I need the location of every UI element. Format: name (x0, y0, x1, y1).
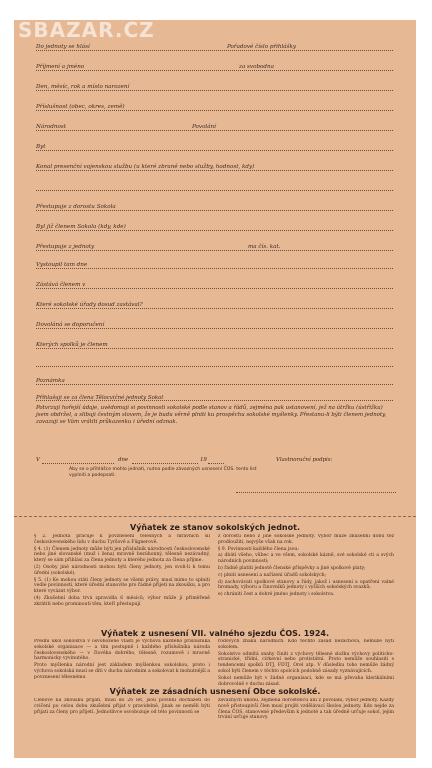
stub-paragraph: závazných úkonů, zejména dorostenců ani z povolání, výbor jednoty. Každý nově přistoupivší člen musí projíti vzdělávací školou jednoty. Kdo nejde za člena ČOS, stanovené především k jednoté a tak úředně určuje sokol, jejím trvání určuje stanovy. (218, 698, 394, 721)
field-label: Do jednoty se hlásí (36, 44, 90, 50)
place-field[interactable] (42, 463, 114, 464)
resolutions-left-column (34, 698, 210, 744)
congress-right-column (218, 639, 394, 686)
form-field-row[interactable] (36, 140, 393, 152)
field-label: Dovoláná se doporučení (36, 322, 105, 328)
stub-paragraph: z dorostu nebo z jiné sokolské jednoty. Výbor může zkušební dobu též prodloužiti, nejvýše však na rok. (218, 534, 394, 545)
form-field-row[interactable] (36, 338, 393, 350)
year-label: 19 (200, 457, 207, 463)
stub-paragraph: c) plniti usnesení a nařízení úřadů sokolských; (218, 572, 327, 578)
stub-heading-statutes: Výňatek ze stanov sokolských jednot. (130, 523, 300, 532)
form-field-row[interactable] (36, 100, 393, 112)
form-field-row[interactable] (36, 60, 393, 72)
dotted-entry-line[interactable] (36, 328, 393, 329)
signature-label: Vlastnoruční podpis: (276, 457, 333, 463)
stub-paragraph: Přední úkol sokolstva v osvobozené vlasti je výchova každého příslušníka sokolské organisace — a tím postupně i každého příslušníka národa československého — v člověka dobrého, tělesně, rozumově i mravně harmonicky vyvinutého. (34, 639, 210, 662)
field-label: Příslušnost (obec, okres, země) (36, 104, 125, 110)
field-label: Zástává členem v (36, 282, 86, 288)
field-label: Příjmení a jméno (36, 64, 85, 70)
congress-left-column (34, 639, 210, 686)
field-label: Národnost (36, 124, 66, 130)
form-field-row[interactable] (36, 80, 393, 92)
stub-paragraph: § 2. Jednota pracuje k povznesení tělesných a mravních sil československého lidu v duchu Tyršově a Fügnerově. (34, 534, 210, 545)
dotted-entry-line[interactable] (36, 50, 393, 51)
form-field-row[interactable] (36, 200, 393, 212)
form-field-row[interactable] (36, 318, 393, 330)
stub-paragraph: Členové na zkoušku přijatí, musí do 26 let, jsou povinni docházeti do cvičení po celou dobu zkušební přijat v pravidelně, jinak se neměli býti přijati za členy pro přijetí. Jednotlivce osvobozuje od této povinnosti se (34, 698, 210, 715)
perforation-line (14, 516, 416, 517)
stub-paragraph: Proto myšlenka národní jest základem myšlenkou sokolskou, proto i výchova sokolská musí se díti v duchu národním a sokolovat k mohutnější a povznesení tělesnému (34, 663, 210, 680)
place-label: V (36, 457, 40, 463)
watermark: SBAZAR.CZ (18, 20, 155, 42)
form-field-row[interactable] (36, 374, 393, 386)
stub-paragraph: § 4. (1) Členem jednoty může býti jen příslušník národnosti československé nebo jiné slovanské (muž i žena) mravně bezúhonný, tělesně nezávadný, který se sám přihlásí za člena jednoty a kterého jednota za člena přijme. (34, 546, 210, 564)
dotted-entry-line[interactable] (36, 230, 393, 231)
dotted-entry-line[interactable] (36, 130, 393, 131)
stub-paragraph: (2) Osoby jiné národnosti mohou býti členy jednoty, jen svolí-li k tomu úřední (sokolské). (34, 564, 210, 576)
dotted-entry-line[interactable] (36, 366, 393, 367)
field-label: Byl již členem Sokola (kdy, kde) (36, 224, 126, 230)
form-field-row[interactable] (36, 180, 393, 192)
stub-heading-resolutions: Výňatek ze zásadních usnesení Obce sokolské. (109, 687, 321, 696)
stub-paragraph: d) zachovávati spolkové stanovy a řády, jakož i usnesení a opatření valné hromady, výboru a činovníků jednoty i vyšších sokolských svazků; (218, 579, 394, 591)
field-label: Konal presenční vojenskou službu (u které zbraně nebo služby, hodnost, kdy) (36, 164, 255, 170)
form-field-row[interactable] (36, 160, 393, 172)
field-label: Byt (36, 144, 46, 150)
form-field-row[interactable] (36, 240, 393, 252)
stub-paragraph: b) řádně platiti jednotě členské příspěvky a jiné spolkové platy; (218, 565, 366, 571)
stub-paragraph: Sokol nemůže být v žádné organisaci, kde se má převaha klerikálními dobrovolně v duchu zásad. (218, 675, 394, 686)
field-right-label: Pořadové číslo přihlášky (227, 44, 297, 50)
form-field-row[interactable] (36, 258, 393, 270)
field-label: Vystoupil tam dne (36, 262, 88, 268)
stub-paragraph: a) dbáti všeho, vůbec a ve všem, sokolské kázně, své sokolské cti a svých národních povinností; (218, 553, 394, 565)
date-field[interactable] (132, 463, 198, 464)
stub-paragraph: § 5. (1) Ke mohou státi členy jednoty se všemi právy, musí mimo to splniti vedle povinností, které úřední stanovíte pro řádné přijetí na zkoušku, a pro které vyvázat výbor. (34, 577, 210, 595)
dotted-entry-line[interactable] (36, 268, 393, 269)
stub-paragraph: rodových znaků národních. Kdo těchto zásad nezachová, nemůže býti sokolem. (218, 639, 394, 650)
stub-paragraph: Sokolstvo odmítá snahy činiti z výchovy tělesné složku výchovy politicko-stranické, třídní, církevní nebo protistátní. Proto nemůže souhlasiti s tendencemi spolků DTJ, FDTJ, Orel atp. V důsledku toho nemůže žádný sokol býti členem v těchto spolcích podobně zásady vyznávajících. (218, 651, 394, 674)
form-field-row[interactable] (36, 120, 393, 132)
dotted-entry-line[interactable] (36, 110, 393, 111)
dotted-entry-line[interactable] (36, 288, 393, 289)
statutes-left-column (34, 534, 210, 628)
form-field-row[interactable] (36, 220, 393, 232)
field-label: Den, měsíc, rok a místo narození (36, 84, 130, 90)
declaration-confirm: Potvrzuji hořejší údaje, uvědomuji si povinnosti sokolské podle stanov a řádů, zejména pak ustanovení, jež na útržku (ústřižku) jsem obdržel, a slibuji čestným slovem, že je budu věrně plniti ku prospěchu sokolské myšlenky. Přestanu-li býti členem jednoty, zavazuji se Vám vrátiti průkazenku i úřední odznak. (36, 405, 387, 425)
field-right-label: Povolání (192, 124, 216, 130)
field-label: Které sokolské úřady dosud zastával? (36, 302, 143, 308)
stub-heading-congress: Výňatek z usnesení VII. valného sjezdu ČOS. 1924. (100, 629, 330, 638)
dotted-entry-line[interactable] (36, 150, 393, 151)
field-right-label: ma čís. kat. (248, 244, 281, 250)
dotted-entry-line[interactable] (36, 90, 393, 91)
filing-note: Aby se o přihlášce mohlo jednati, nutno podle závazných usnesení ČOS. tento list vyplniti a podepsati. (69, 467, 257, 478)
resolutions-right-column (218, 698, 394, 744)
field-label: Přestupuje z jednoty (36, 244, 95, 250)
dotted-entry-line[interactable] (36, 308, 393, 309)
form-field-row[interactable] (36, 356, 393, 368)
dotted-entry-line[interactable] (36, 384, 393, 385)
statutes-right-column (218, 534, 394, 628)
field-label: Kterých spolků je členem (36, 342, 108, 348)
dotted-entry-line[interactable] (36, 170, 393, 171)
date-label: dne (118, 457, 129, 463)
form-field-row[interactable] (36, 278, 393, 290)
field-label: Poznámka (36, 378, 65, 384)
declaration-apply: Přihlašuji se za člena Tělocvičné jednoty Sokol (36, 395, 164, 401)
year-field[interactable] (208, 463, 224, 464)
dotted-entry-line[interactable] (36, 210, 393, 211)
registration-form-sheet (14, 20, 416, 758)
stub-paragraph: e) chrániti čest a dobré jméno jednoty i sokolstva. (218, 592, 335, 598)
form-field-row[interactable] (36, 40, 393, 52)
stub-paragraph: (4) Zkušební doba trvá zpravidla 6 měsíců; výbor může jí přiměřeně zkrátiti nebo prominouti těm, kteří přestupují (34, 595, 210, 607)
dotted-entry-line[interactable] (36, 70, 393, 71)
dotted-entry-line[interactable] (36, 348, 393, 349)
dotted-entry-line[interactable] (36, 250, 393, 251)
dotted-entry-line[interactable] (36, 190, 393, 191)
stub-paragraph: § 9. Povinnosti každého člena jsou: (218, 546, 299, 552)
field-right-label: za svobodna (239, 64, 274, 70)
field-label: Přestupuje z dorostu Sokola (36, 204, 116, 210)
signature-field[interactable] (236, 492, 396, 493)
form-field-row[interactable] (36, 298, 393, 310)
